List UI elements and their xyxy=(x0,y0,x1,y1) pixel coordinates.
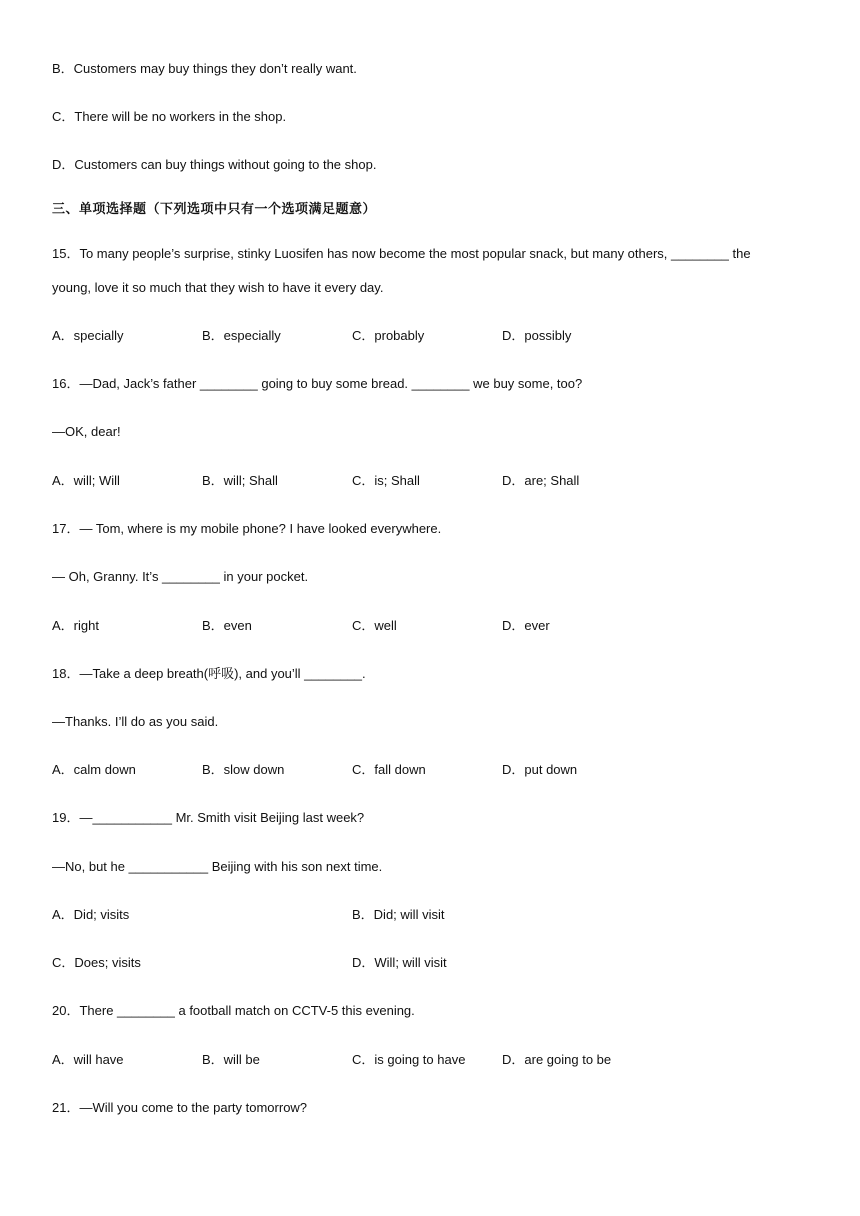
question-21-stem: 21．—Will you come to the party tomorrow? xyxy=(52,1100,308,1115)
question-20-stem: 20．There ________ a football match on CCTV-5 this evening. xyxy=(52,1003,415,1018)
question-17-option-a[interactable]: A．right xyxy=(52,618,99,633)
question-16-stem: 16．—Dad, Jack’s father ________ going to buy some bread. ________ we buy some, too? xyxy=(52,376,583,391)
question-18-option-d[interactable]: D．put down xyxy=(502,762,578,777)
question-17-stem: 17．— Tom, where is my mobile phone? I have looked everywhere. xyxy=(52,521,442,536)
prev-option-b: B．Customers may buy things they don’t really want. xyxy=(52,61,357,76)
question-18-option-c[interactable]: C．fall down xyxy=(352,762,426,777)
question-19-reply: —No, but he ___________ Beijing with his son next time. xyxy=(52,859,383,874)
question-15-option-b[interactable]: B．especially xyxy=(202,328,281,343)
question-18-reply: —Thanks. I’ll do as you said. xyxy=(52,714,219,729)
question-19-option-d[interactable]: D．Will; will visit xyxy=(352,955,447,970)
question-20-option-d[interactable]: D．are going to be xyxy=(502,1052,612,1067)
question-19-option-b[interactable]: B．Did; will visit xyxy=(352,907,445,922)
question-15-option-d[interactable]: D．possibly xyxy=(502,328,572,343)
question-17-option-c[interactable]: C．well xyxy=(352,618,397,633)
question-15-option-a[interactable]: A．specially xyxy=(52,328,124,343)
question-15-option-c[interactable]: C．probably xyxy=(352,328,425,343)
question-20-option-c[interactable]: C．is going to have xyxy=(352,1052,466,1067)
question-15-stem: 15．To many people’s surprise, stinky Luosifen has now become the most popular snack, but many others, ________ the xyxy=(52,246,751,261)
question-16-option-c[interactable]: C．is; Shall xyxy=(352,473,420,488)
prev-option-d: D．Customers can buy things without going to the shop. xyxy=(52,157,377,172)
question-19-option-c[interactable]: C．Does; visits xyxy=(52,955,141,970)
question-18-stem: 18．—Take a deep breath(呼吸), and you’ll ________. xyxy=(52,666,366,681)
question-20-option-b[interactable]: B．will be xyxy=(202,1052,260,1067)
question-15-stem-cont: young, love it so much that they wish to have it every day. xyxy=(52,280,384,295)
question-18-option-b[interactable]: B．slow down xyxy=(202,762,285,777)
question-17-option-d[interactable]: D．ever xyxy=(502,618,550,633)
question-16-reply: —OK, dear! xyxy=(52,424,121,439)
question-16-option-d[interactable]: D．are; Shall xyxy=(502,473,580,488)
question-16-option-a[interactable]: A．will; Will xyxy=(52,473,120,488)
question-17-option-b[interactable]: B．even xyxy=(202,618,252,633)
question-20-option-a[interactable]: A．will have xyxy=(52,1052,124,1067)
prev-option-c: C．There will be no workers in the shop. xyxy=(52,109,287,124)
section-heading: 三、单项选择题（下列选项中只有一个选项满足题意） xyxy=(52,201,377,216)
question-16-option-b[interactable]: B．will; Shall xyxy=(202,473,278,488)
question-17-reply: — Oh, Granny. It’s ________ in your pocket. xyxy=(52,569,309,584)
question-19-option-a[interactable]: A．Did; visits xyxy=(52,907,130,922)
question-19-stem: 19．—___________ Mr. Smith visit Beijing last week? xyxy=(52,810,365,825)
question-18-option-a[interactable]: A．calm down xyxy=(52,762,136,777)
